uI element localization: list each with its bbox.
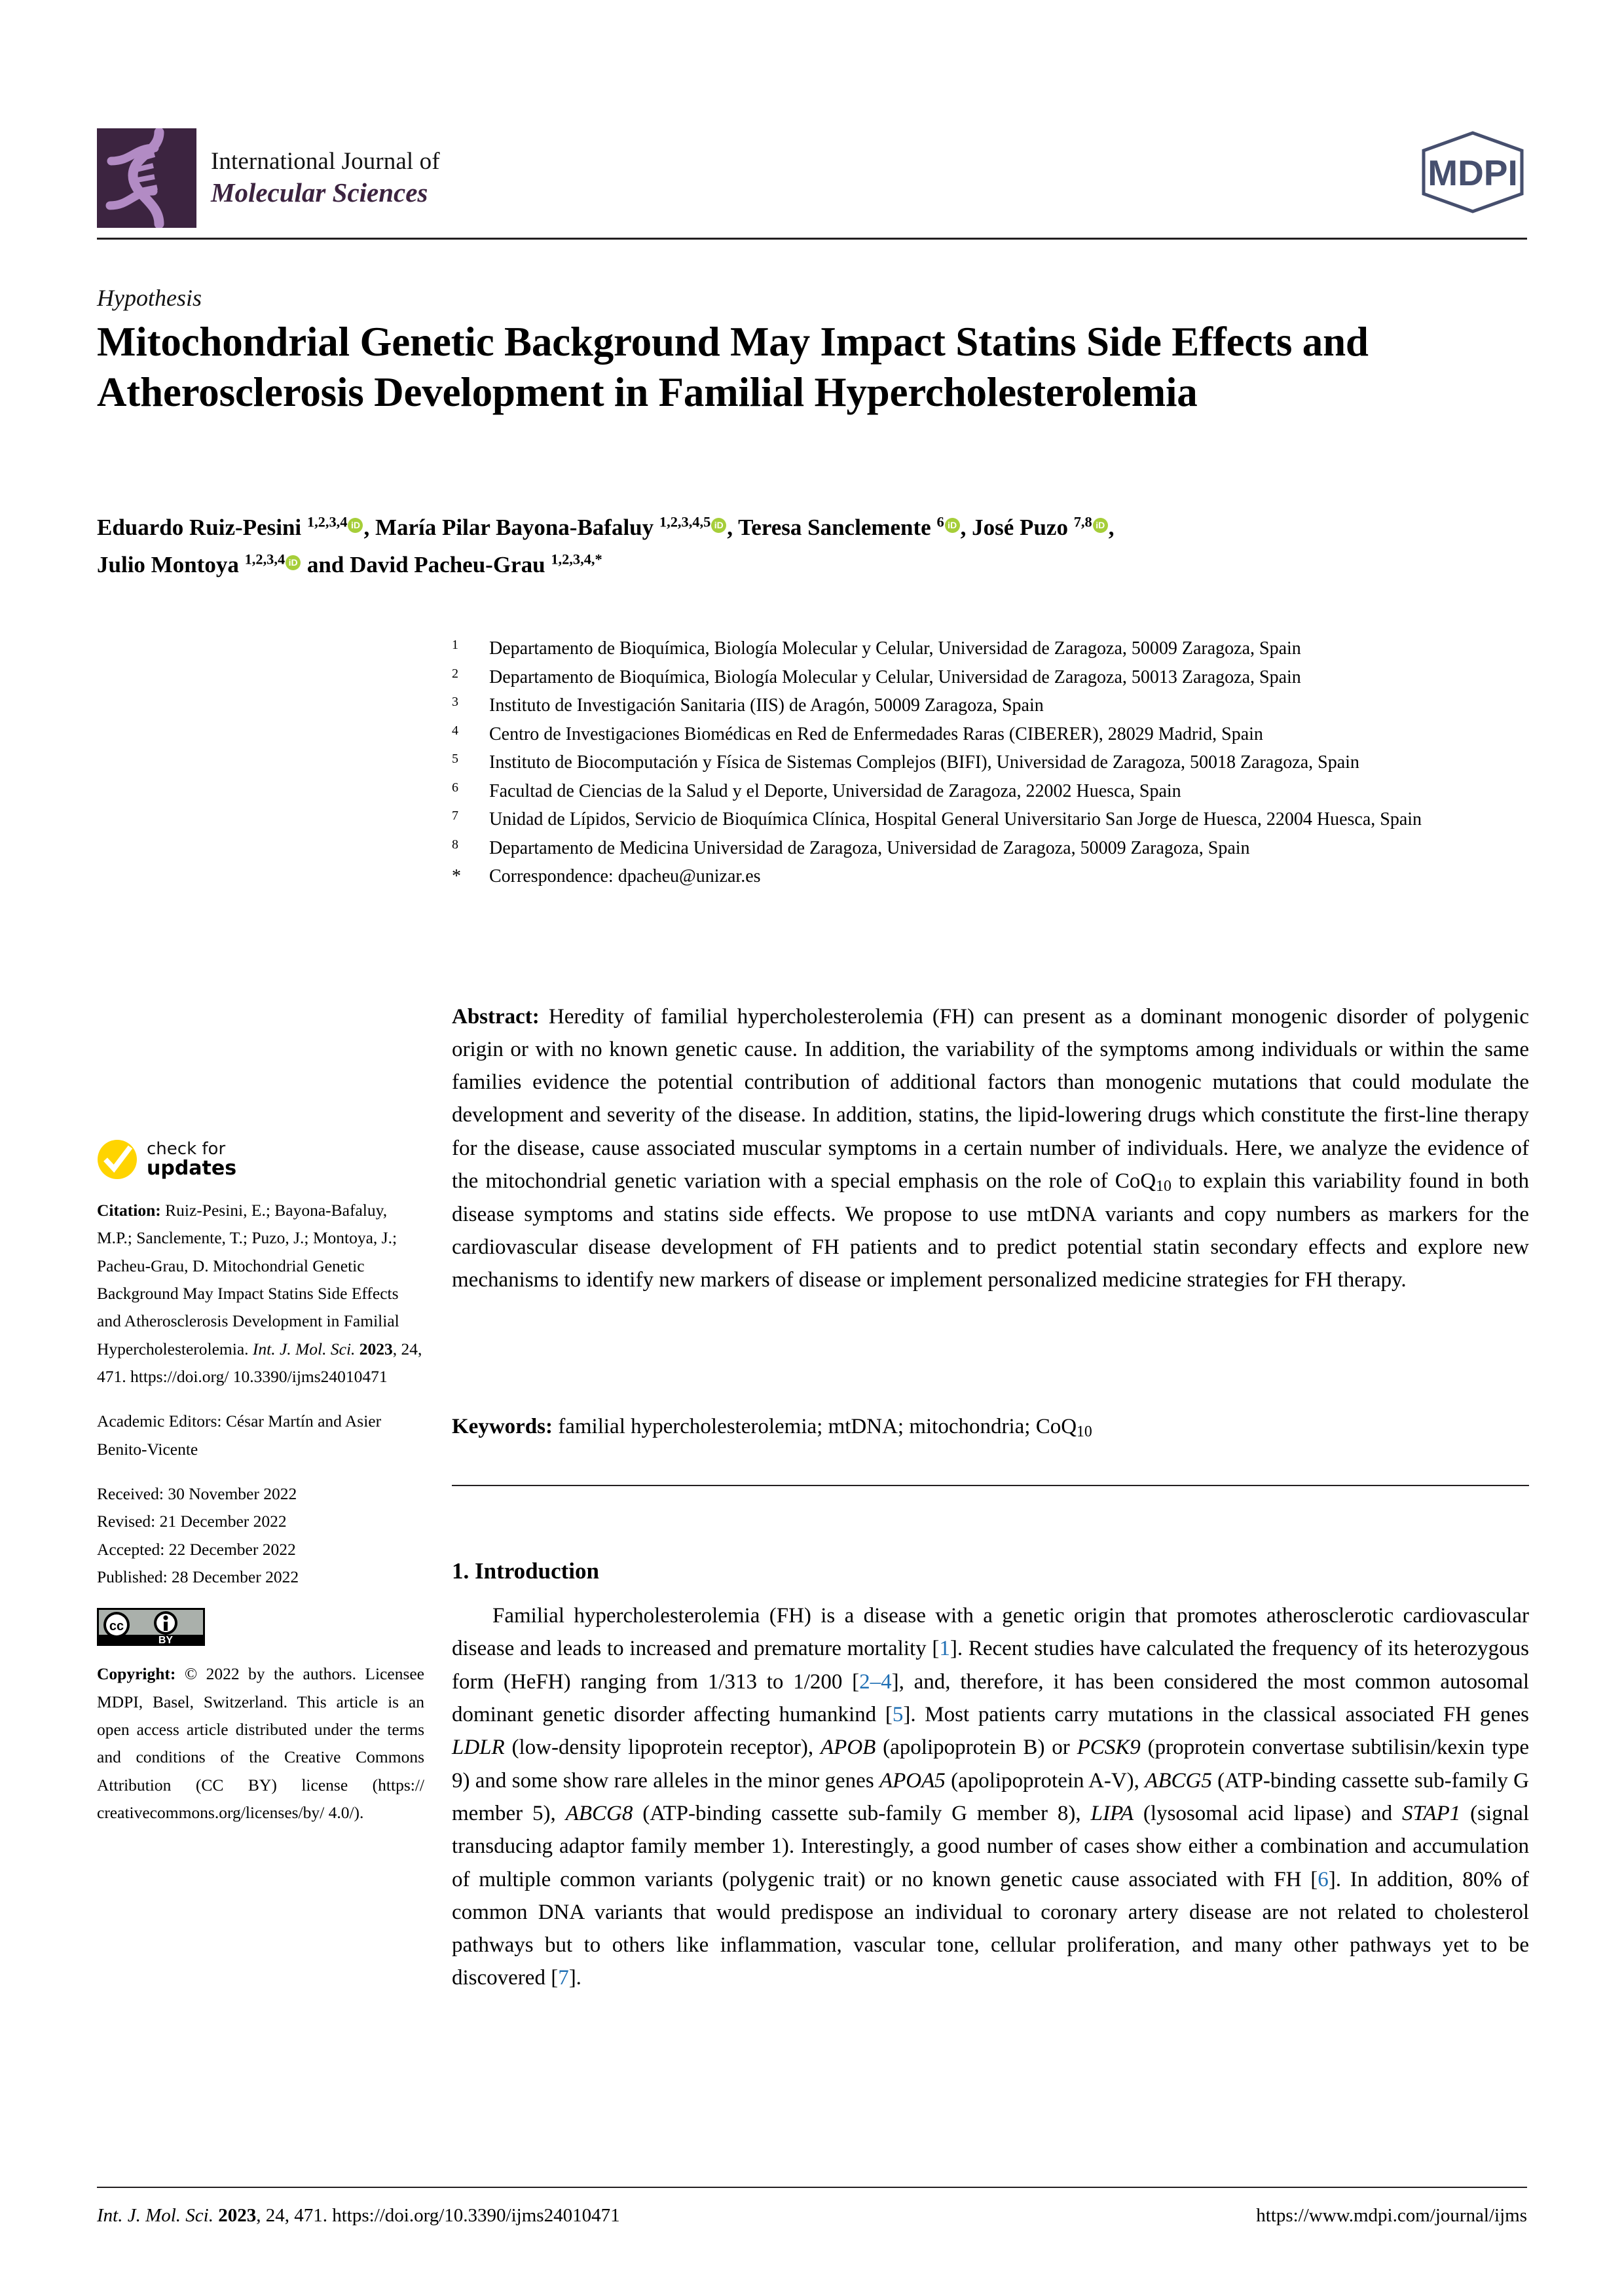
- author-julio-montoya: Julio Montoya: [97, 551, 245, 577]
- check-updates-line2: updates: [147, 1156, 237, 1180]
- footer-doi[interactable]: , 24, 471. https://doi.org/10.3390/ijms24010471: [256, 2205, 620, 2226]
- intro-text-m: ]. In addition, 80% of common DNA variants that would predispose an individual to coronary artery disease are not related to cholesterol pathways but to others like inflammation, vascular tone, cellular proliferation, and many other pathways yet to be discovered [: [452, 1867, 1530, 1990]
- gene-name-stap1: STAP1: [1402, 1801, 1461, 1825]
- svg-text:MDPI: MDPI: [1428, 153, 1518, 193]
- svg-text:cc: cc: [109, 1619, 124, 1634]
- publication-dates: [97, 1480, 424, 1591]
- author-eduardo-ruiz-pesini: Eduardo Ruiz-Pesini: [97, 515, 307, 540]
- citation-year: 2023: [355, 1339, 393, 1358]
- keywords-block: [452, 1411, 1529, 1444]
- citation-ref-7[interactable]: 7: [558, 1966, 569, 1990]
- affiliation-item: [452, 692, 1500, 720]
- intro-text-h: (apolipoprotein A-V),: [945, 1768, 1145, 1793]
- check-for-updates-label: [147, 1140, 236, 1178]
- affiliation-number: 6: [452, 780, 458, 795]
- intro-text-c: ], and, therefore, it has been considered the most common autosomal dominant genetic disorder affecting humankind [: [452, 1669, 1529, 1726]
- footer-year: 2023: [213, 2205, 257, 2226]
- intro-text-i: (ATP-binding cassette sub-family G member 5),: [452, 1768, 1529, 1825]
- abstract-text-part2: to explain this variability found in both disease symptoms and statins side effects. We propose to use mtDNA variants and copy numbers as markers for the cardiovascular disease development of FH patients and to predict potential statin secondary effects and explore new mechanisms to identify new markers of disease or implement personalized medicine strategies for FH therapy.: [452, 1169, 1529, 1292]
- gene-name-apob: APOB: [821, 1736, 876, 1760]
- gene-name-apoa5: APOA5: [879, 1768, 946, 1793]
- footer-citation: [97, 2205, 620, 2227]
- affiliation-text: Instituto de Investigación Sanitaria (IIS) de Aragón, 50009 Zaragoza, Spain: [489, 695, 1044, 716]
- author-sep-4: ,: [1108, 515, 1115, 540]
- copyright-label: Copyright:: [97, 1664, 176, 1684]
- author-sep-3: , José Puzo: [960, 515, 1074, 540]
- citation-ref-2-4[interactable]: 2–4: [859, 1669, 892, 1694]
- affiliation-text: Instituto de Biocomputación y Física de Sistemas Complejos (BIFI), Universidad de Zaragoza, 50018 Zaragoza, Spain: [489, 752, 1359, 773]
- correspondence-item: [452, 863, 1500, 891]
- date-revised: Revised: 21 December 2022: [97, 1512, 287, 1531]
- dna-helix-icon: [97, 128, 196, 228]
- author-list: [97, 509, 1498, 583]
- intro-text-e: (low-density lipoprotein receptor),: [504, 1736, 821, 1760]
- orcid-icon[interactable]: iD: [1093, 518, 1108, 533]
- author-affil-sup: 1,2,3,4,5: [659, 513, 711, 530]
- abstract-text-part1: Heredity of familial hypercholesterolemia (FH) can present as a dominant monogenic disorder of polygenic origin or with no known genetic cause. In addition, the variability of the symptoms among individuals or within the same families evidence the potential contribution of additional factors than monogenic mutations that could modulate the development and severity of the disease. In addition, statins, the lipid-lowering drugs which constitute the first-line therapy for the disease, cause associated muscular symptoms in a certain number of individuals. Here, we analyze the evidence of the mitochondrial genetic variation with a special emphasis on the role of CoQ: [452, 1005, 1529, 1193]
- abstract-subscript: 10: [1156, 1178, 1172, 1195]
- abstract-label: Abstract:: [452, 1005, 540, 1029]
- affiliation-number: 7: [452, 809, 458, 824]
- section-heading-introduction: 1. Introduction: [452, 1558, 599, 1584]
- copyright-text: © 2022 by the authors. Licensee MDPI, Basel, Switzerland. This article is an open access article distributed under the terms and conditions of the Creative Commons Attribution (CC BY) license (https:// creativecommons.org/licenses/by/ 4.0/).: [97, 1664, 424, 1822]
- abstract-block: [452, 1000, 1529, 1297]
- date-accepted: Accepted: 22 December 2022: [97, 1539, 296, 1559]
- citation-ref-6[interactable]: 6: [1318, 1867, 1329, 1891]
- author-affil-sup: 1,2,3,4: [306, 513, 348, 530]
- affiliation-text: Departamento de Bioquímica, Biología Molecular y Celular, Universidad de Zaragoza, 50013 Zaragoza, Spain: [489, 666, 1301, 687]
- affiliation-number: 4: [452, 723, 458, 738]
- keywords-text: familial hypercholesterolemia; mtDNA; mitochondria; CoQ: [552, 1415, 1077, 1438]
- keywords-label: Keywords:: [452, 1415, 553, 1438]
- footer-journal-name: Int. J. Mol. Sci.: [97, 2205, 213, 2226]
- affiliation-item: [452, 664, 1500, 692]
- intro-text-g: (proprotein convertase subtilisin/kexin type 9) and some show rare alleles in the minor genes: [452, 1736, 1529, 1793]
- date-published: Published: 28 December 2022: [97, 1567, 299, 1586]
- intro-text-b: ]. Recent studies have calculated the frequency of its heterozygous form (HeFH) ranging from 1/313 to 1/200 [: [452, 1637, 1529, 1694]
- introduction-paragraph: [452, 1599, 1529, 1995]
- creative-commons-by-icon[interactable]: [97, 1608, 205, 1646]
- orcid-icon[interactable]: iD: [348, 518, 363, 533]
- affiliation-number: 5: [452, 752, 458, 767]
- author-affil-sup: 7,8: [1073, 513, 1092, 530]
- journal-name-line2: Molecular Sciences: [211, 177, 428, 208]
- affiliation-item: [452, 749, 1500, 777]
- citation-block: [97, 1197, 424, 1391]
- affiliation-text: Unidad de Lípidos, Servicio de Bioquímica Clínica, Hospital General Universitario San Jorge de Huesca, 22004 Huesca, Spain: [489, 809, 1422, 830]
- intro-text-d: ]. Most patients carry mutations in the classical associated FH genes: [903, 1702, 1529, 1726]
- crossmark-check-for-updates[interactable]: [97, 1139, 424, 1180]
- affiliation-list: [452, 635, 1500, 892]
- journal-title-block: [211, 148, 440, 208]
- author-affil-sup: 1,2,3,4: [244, 551, 286, 568]
- correspondence-marker: *: [452, 866, 461, 887]
- header-divider: [97, 238, 1527, 240]
- author-affil-sup: 1,2,3,4,*: [551, 551, 602, 568]
- gene-name-pcsk9: PCSK9: [1077, 1736, 1141, 1760]
- date-received: Received: 30 November 2022: [97, 1484, 297, 1503]
- affiliation-number: 2: [452, 666, 458, 681]
- footer-journal-url[interactable]: https://www.mdpi.com/journal/ijms: [1256, 2205, 1527, 2226]
- page-header: [97, 128, 1527, 227]
- gene-name-abcg5: ABCG5: [1145, 1768, 1212, 1793]
- academic-editors: Academic Editors: César Martín and Asier Benito-Vicente: [97, 1412, 382, 1459]
- correspondence-email[interactable]: Correspondence: dpacheu@unizar.es: [489, 866, 761, 887]
- affiliation-item: [452, 806, 1500, 834]
- intro-text-l: (signal transducing adaptor family member 1). Interestingly, a good number of cases show either a combination and accumulation of multiple common variants (polygenic trait) or no known genetic cause associated with FH [: [452, 1801, 1530, 1891]
- citation-label: Citation:: [97, 1201, 161, 1220]
- author-sep-1: , María Pilar Bayona-Bafaluy: [363, 515, 659, 540]
- affiliation-item: [452, 778, 1500, 806]
- citation-authors-title: Ruiz-Pesini, E.; Bayona-Bafaluy, M.P.; Sanclemente, T.; Puzo, J.; Montoya, J.; Pacheu-Grau, D. Mitochondrial Genetic Background May Impact Statins Side Effects and Atherosclerosis Development in Familial Hypercholesterolemia.: [97, 1201, 399, 1358]
- author-david-pacheu-grau: and David Pacheu-Grau: [301, 551, 551, 577]
- footer-divider: [97, 2187, 1527, 2188]
- cc-by-label: BY: [158, 1635, 174, 1647]
- affiliation-number: 1: [452, 638, 458, 652]
- author-affil-sup: 6: [936, 513, 944, 530]
- affiliation-number: 8: [452, 837, 458, 852]
- page-title: Mitochondrial Genetic Background May Impact Statins Side Effects and Atherosclerosis Development in Familial Hypercholesterolemia: [97, 319, 1369, 415]
- affiliation-number: 3: [452, 695, 458, 710]
- intro-text-a: Familial hypercholesterolemia (FH) is a disease with a genetic origin that promotes atherosclerotic cardiovascular disease and leads to increased and premature mortality [: [452, 1604, 1529, 1661]
- journal-name-line1: International Journal of: [211, 147, 440, 175]
- intro-text-j: (ATP-binding cassette sub-family G member 8),: [633, 1801, 1091, 1825]
- intro-text-n: ].: [568, 1966, 581, 1990]
- affiliation-item: [452, 635, 1500, 663]
- checkmark-icon: [97, 1139, 138, 1180]
- copyright-block: [97, 1660, 424, 1827]
- intro-text-k: (lysosomal acid lipase) and: [1134, 1801, 1403, 1825]
- citation-volume-doi[interactable]: , 24, 471. https://doi.org/ 10.3390/ijms24010471: [97, 1339, 422, 1386]
- affiliation-text: Departamento de Medicina Universidad de Zaragoza, Universidad de Zaragoza, 50009 Zaragoza, Spain: [489, 837, 1250, 858]
- citation-ref-5[interactable]: 5: [892, 1702, 904, 1726]
- author-sep-2: , Teresa Sanclemente: [727, 515, 937, 540]
- abstract-divider: [452, 1485, 1529, 1486]
- affiliation-text: Departamento de Bioquímica, Biología Molecular y Celular, Universidad de Zaragoza, 50009 Zaragoza, Spain: [489, 638, 1301, 659]
- orcid-icon[interactable]: iD: [711, 518, 726, 533]
- affiliation-text: Centro de Investigaciones Biomédicas en Red de Enfermedades Raras (CIBERER), 28029 Madrid, Spain: [489, 723, 1263, 744]
- affiliation-item: [452, 721, 1500, 749]
- mdpi-logo-icon: [1418, 131, 1527, 213]
- intro-text-f: (apolipoprotein B) or: [876, 1736, 1077, 1760]
- check-updates-line1: check for: [147, 1139, 226, 1159]
- sidebar: [97, 1139, 424, 1844]
- article-type-label: Hypothesis: [97, 285, 202, 311]
- keywords-subscript: 10: [1077, 1423, 1092, 1441]
- affiliation-text: Facultad de Ciencias de la Salud y el Deporte, Universidad de Zaragoza, 22002 Huesca, Spain: [489, 780, 1181, 801]
- journal-logo: [97, 128, 440, 228]
- affiliation-item: [452, 835, 1500, 863]
- gene-name-ldlr: LDLR: [452, 1736, 505, 1760]
- orcid-icon[interactable]: iD: [945, 518, 960, 533]
- gene-name-lipa: LIPA: [1090, 1801, 1134, 1825]
- citation-ref-1[interactable]: 1: [939, 1637, 950, 1661]
- citation-journal-name: Int. J. Mol. Sci.: [252, 1339, 356, 1358]
- gene-name-abcg8: ABCG8: [565, 1801, 633, 1825]
- orcid-icon[interactable]: iD: [286, 555, 301, 570]
